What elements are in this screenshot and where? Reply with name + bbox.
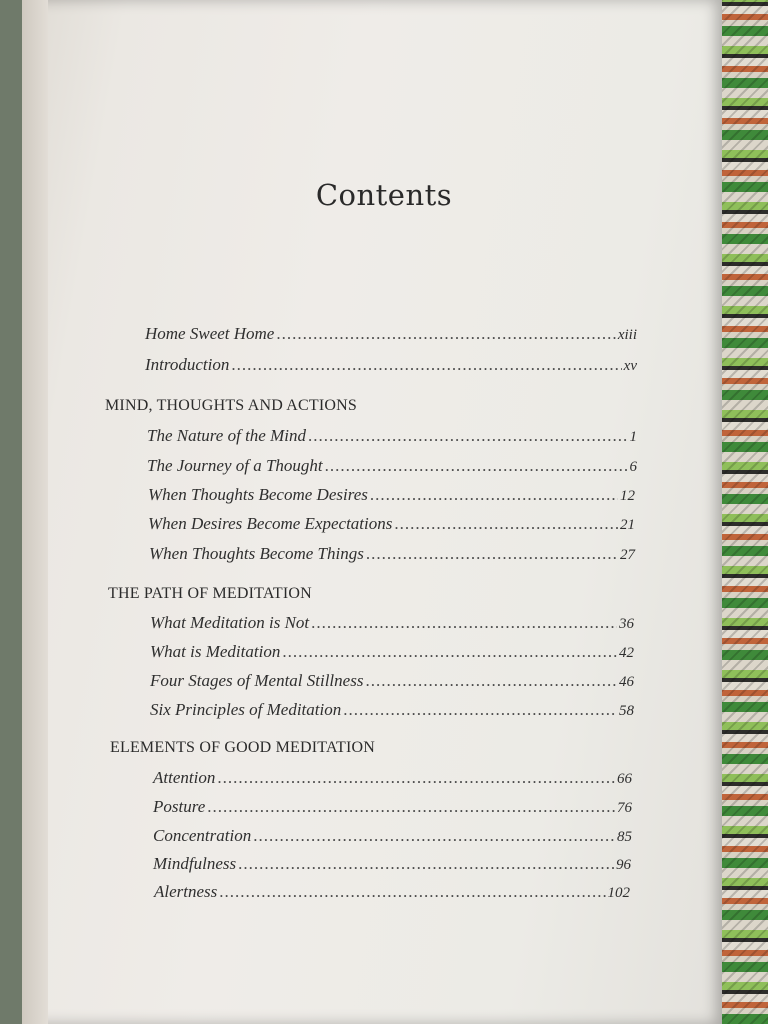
entry-label: When Thoughts Become Desires	[148, 485, 368, 504]
entry-label: Introduction	[145, 355, 230, 374]
toc-entry[interactable]	[147, 456, 637, 476]
leader-dots	[308, 426, 628, 446]
entry-page-number: 1	[629, 429, 637, 445]
entry-page-number: 76	[617, 800, 632, 816]
entry-label: Home Sweet Home	[145, 324, 275, 343]
toc-entry[interactable]	[150, 642, 634, 662]
leader-dots	[325, 456, 628, 476]
entry-label: The Nature of the Mind	[147, 426, 306, 445]
entry-label: When Desires Become Expectations	[148, 514, 393, 533]
leader-dots	[366, 544, 618, 564]
entry-page-number: 85	[617, 829, 632, 845]
leader-dots	[219, 882, 605, 902]
leader-dots	[343, 700, 617, 720]
toc-entry-home-sweet-home[interactable]	[145, 324, 637, 344]
entry-page-number: xiii	[617, 327, 637, 343]
leader-dots	[238, 854, 614, 874]
toc-entry[interactable]	[150, 700, 634, 720]
section-heading-path-of-meditation: THE PATH OF MEDITATION	[108, 585, 312, 602]
entry-label: Mindfulness	[153, 854, 237, 873]
section-heading-mind-thoughts-actions: MIND, THOUGHTS AND ACTIONS	[105, 397, 358, 414]
toc-entry[interactable]	[153, 768, 632, 788]
leader-dots	[231, 355, 621, 375]
entry-label: Alertness	[154, 882, 218, 901]
leader-dots	[276, 324, 615, 344]
entry-label: Six Principles of Meditation	[150, 700, 342, 719]
entry-page-number: 12	[620, 488, 635, 504]
entry-label: Posture	[153, 797, 206, 816]
entry-page-number: 96	[616, 857, 631, 873]
leader-dots	[207, 797, 615, 817]
entry-page-number: 27	[620, 547, 635, 563]
toc-entry[interactable]	[154, 882, 630, 902]
entry-label: Attention	[153, 768, 216, 787]
section-heading-elements-of-good-meditation: ELEMENTS OF GOOD MEDITATION	[110, 739, 375, 756]
entry-label: When Thoughts Become Things	[149, 544, 364, 563]
entry-page-number: 46	[619, 674, 634, 690]
entry-page-number: 66	[617, 771, 632, 787]
toc-entry[interactable]	[147, 426, 637, 446]
entry-page-number: 102	[607, 885, 630, 901]
leader-dots	[365, 671, 617, 691]
entry-label: The Journey of a Thought	[147, 456, 323, 475]
leader-dots	[253, 826, 615, 846]
leader-dots	[370, 485, 618, 505]
entry-label: What is Meditation	[150, 642, 281, 661]
entry-label: Four Stages of Mental Stillness	[150, 671, 364, 690]
entry-page-number: xv	[623, 358, 637, 374]
toc-entry[interactable]	[150, 613, 634, 633]
entry-page-number: 58	[619, 703, 634, 719]
entry-page-number: 6	[629, 459, 637, 475]
toc-entry[interactable]	[148, 514, 635, 534]
leader-dots	[217, 768, 615, 788]
entry-page-number: 36	[619, 616, 634, 632]
entry-page-number: 21	[620, 517, 635, 533]
toc-entry[interactable]	[153, 797, 632, 817]
toc-entry[interactable]	[153, 854, 631, 874]
entry-page-number: 42	[619, 645, 634, 661]
toc-entry[interactable]	[150, 671, 634, 691]
page-title: Contents	[315, 178, 453, 212]
entry-label: Concentration	[153, 826, 252, 845]
entry-label: What Meditation is Not	[150, 613, 310, 632]
toc-entry[interactable]	[149, 544, 635, 564]
leader-dots	[282, 642, 617, 662]
toc-entry[interactable]	[148, 485, 635, 505]
leader-dots	[394, 514, 618, 534]
leader-dots	[311, 613, 617, 633]
toc-entry-introduction[interactable]	[145, 355, 637, 375]
toc-entry[interactable]	[153, 826, 632, 846]
